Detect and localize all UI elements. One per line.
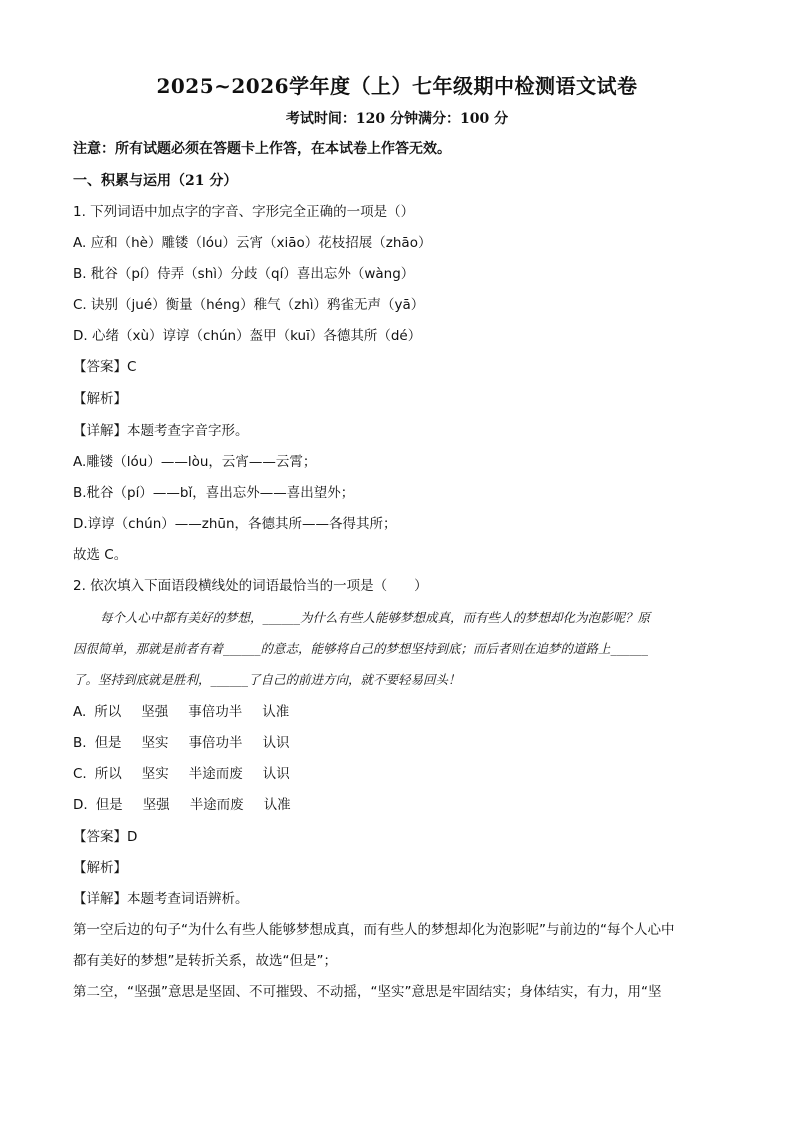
section-heading: 一、积累与运用（21 分） [73, 173, 238, 189]
q2-option-b [73, 734, 723, 752]
q2-answer: 【答案】D [73, 829, 138, 845]
q2-analysis: 【解析】 [73, 860, 127, 876]
q1-detail: 【详解】本题考查字音字形。 [73, 423, 249, 439]
q2-passage-line: 每个人心中都有美好的梦想，______为什么有些人能够梦想成真，而有些人的梦想却化为泡影呢？原 [100, 610, 651, 625]
option-label: B. [73, 735, 87, 751]
q2-option-c [73, 765, 723, 783]
q2-detail-line: 第二空，“坚强”意思是坚固、不可摧毁、不动摇，“坚实”意思是牢固结实；身体结实，有力，用“坚 [73, 984, 662, 1000]
option-word: 半途而废 [189, 797, 244, 813]
option-word: 认识 [262, 735, 290, 751]
q2-detail-line: 都有美好的梦想”是转折关系，故选“但是”； [73, 953, 337, 969]
option-word: 半途而废 [188, 766, 243, 782]
option-word: 认识 [262, 766, 290, 782]
q2-option-d [73, 796, 723, 814]
q2-passage-line: 因很简单，那就是前者有着______的意志，能够将自己的梦想坚持到底；而后者则在追梦的道路上______ [73, 641, 649, 656]
q2-detail-line: 第一空后边的句子“为什么有些人能够梦想成真，而有些人的梦想却化为泡影呢”与前边的“每个人心中 [73, 922, 675, 938]
option-word: 坚实 [141, 735, 169, 751]
exam-info: 考试时间：120 分钟满分：100 分 [285, 111, 509, 127]
option-word: 事倍功半 [188, 735, 243, 751]
q1-option-a: A. 应和（hè）雕镂（lóu）云宵（xiāo）花枝招展（zhāo） [73, 235, 432, 251]
q1-detail-line: D.谆谆（chún）——zhūn，各德其所——各得其所； [73, 516, 397, 532]
option-word: 所以 [94, 704, 122, 720]
option-word: 但是 [95, 797, 123, 813]
option-word: 坚强 [142, 797, 170, 813]
option-word: 认准 [263, 797, 291, 813]
option-word: 认准 [262, 704, 290, 720]
q1-option-c: C. 诀别（jué）衡量（héng）稚气（zhì）鸦雀无声（yā） [73, 297, 425, 313]
notice: 注意：所有试题必须在答题卡上作答，在本试卷上作答无效。 [73, 141, 451, 157]
q2-stem: 2. 依次填入下面语段横线处的词语最恰当的一项是（ ） [73, 578, 428, 594]
option-word: 坚实 [141, 766, 169, 782]
option-label: C. [73, 766, 87, 782]
q1-detail-line: B.秕谷（pí）——bǐ，喜出忘外——喜出望外； [73, 485, 355, 501]
option-label: D. [73, 797, 88, 813]
q1-detail-line: A.雕镂（lóu）——lòu，云宵——云霄； [73, 454, 317, 470]
q2-detail: 【详解】本题考查词语辨析。 [73, 891, 249, 907]
q1-option-b: B. 秕谷（pí）侍弄（shì）分歧（qí）喜出忘外（wàng） [73, 266, 415, 282]
option-label: A. [73, 704, 87, 720]
q1-conclusion: 故选 C。 [73, 547, 128, 563]
q1-answer: 【答案】C [73, 359, 137, 375]
option-word: 但是 [94, 735, 122, 751]
option-word: 坚强 [141, 704, 169, 720]
q1-option-d: D. 心绪（xù）谆谆（chún）盔甲（kuī）各德其所（dé） [73, 328, 422, 344]
q2-option-a [73, 703, 723, 721]
page-title: 2025~2026学年度（上）七年级期中检测语文试卷 [156, 74, 638, 98]
q2-passage-line: 了。坚持到底就是胜利，______了自己的前进方向，就不要轻易回头！ [73, 672, 461, 687]
option-word: 事倍功半 [188, 704, 243, 720]
q1-analysis: 【解析】 [73, 391, 127, 407]
q1-stem: 1. 下列词语中加点字的字音、字形完全正确的一项是（） [73, 204, 415, 220]
option-word: 所以 [94, 766, 122, 782]
